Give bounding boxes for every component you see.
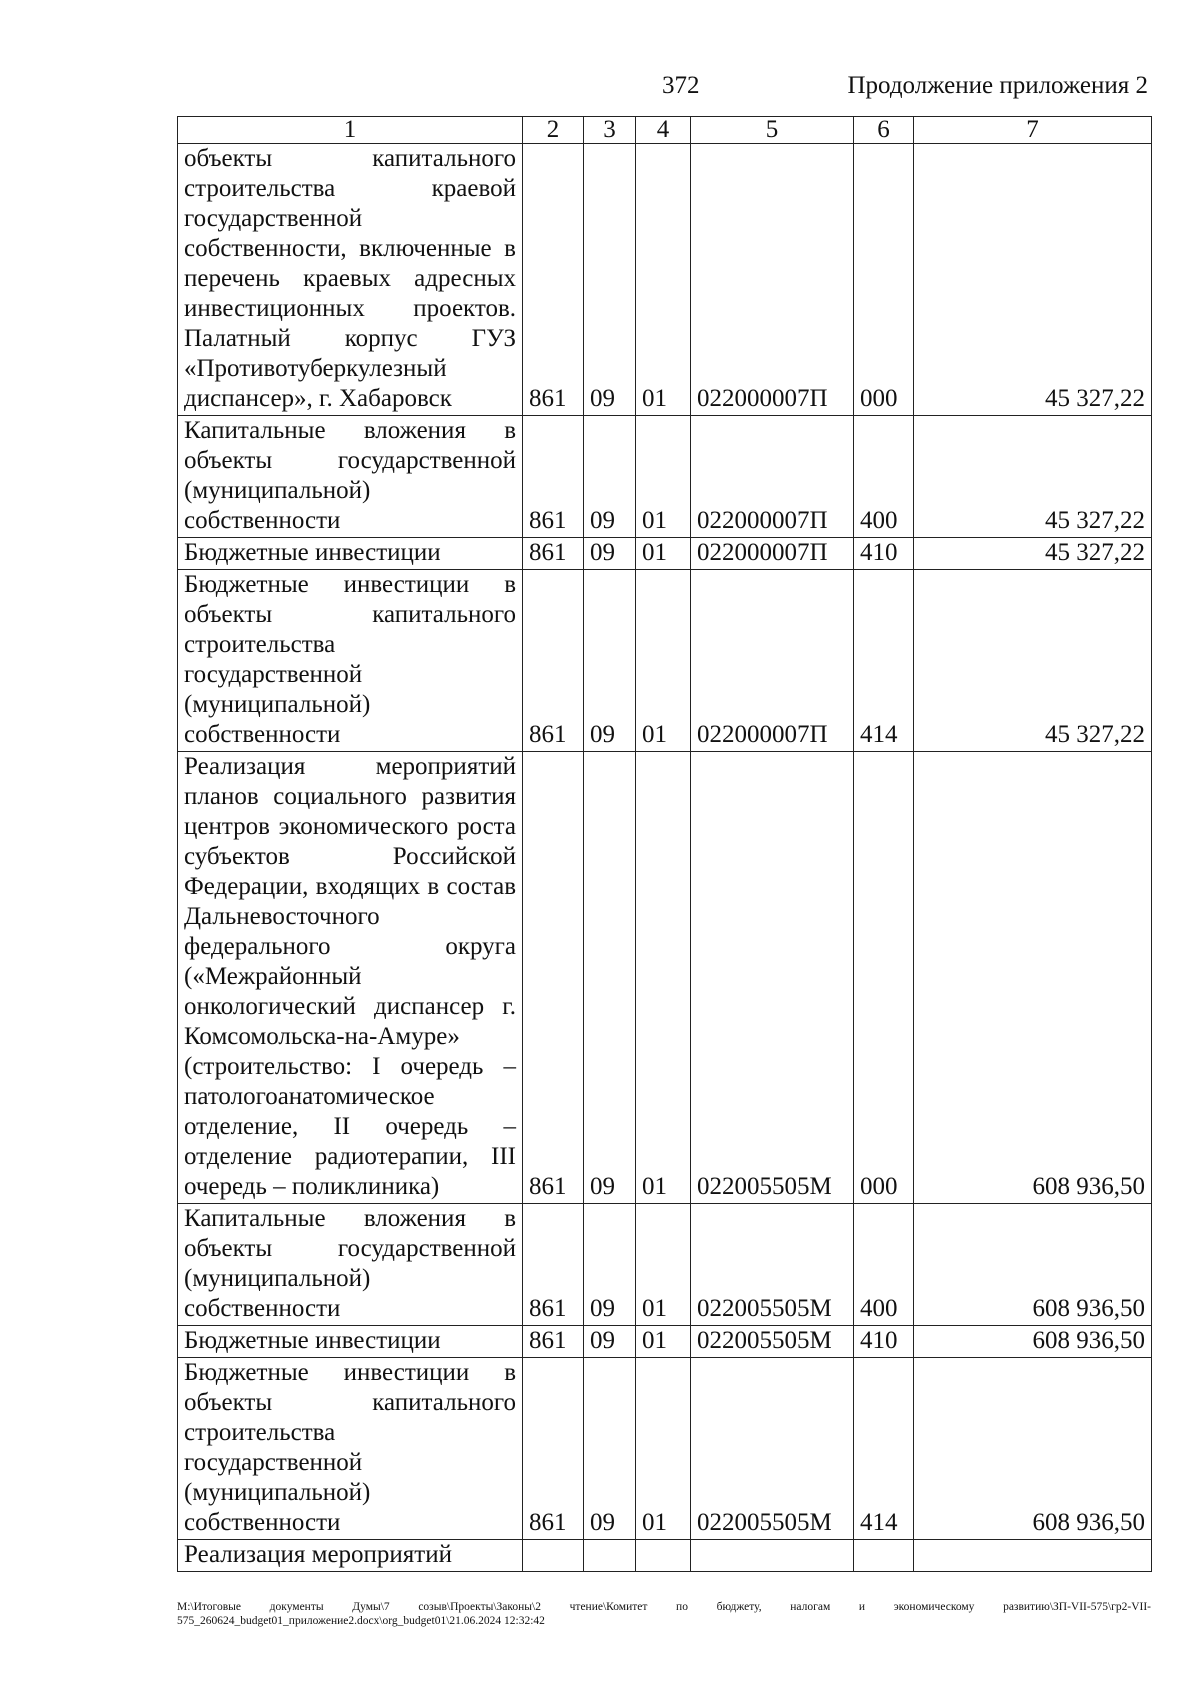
row-col-2: 861 [523, 538, 584, 570]
row-col-5: 022000007П [691, 144, 854, 416]
row-col-5: 022005505М [691, 1326, 854, 1358]
row-col-7: 45 327,22 [914, 570, 1152, 752]
column-header-2: 2 [523, 117, 584, 144]
table-row [178, 752, 1152, 1204]
row-col-4: 01 [636, 416, 691, 538]
row-col-5: 022005505М [691, 752, 854, 1204]
row-col-7: 608 936,50 [914, 1358, 1152, 1540]
row-col-3: 09 [584, 1358, 636, 1540]
row-col-7: 45 327,22 [914, 416, 1152, 538]
row-col-4: 01 [636, 1358, 691, 1540]
column-header-6: 6 [854, 117, 914, 144]
row-col-6: 414 [854, 570, 914, 752]
row-col-3: 09 [584, 1204, 636, 1326]
table-row [178, 416, 1152, 538]
row-name: Бюджетные инвестиции в объекты капитального строительства государственной (муниципальной) собственности [178, 570, 523, 752]
row-col-7 [914, 1540, 1152, 1572]
row-name: Бюджетные инвестиции [178, 1326, 523, 1358]
row-col-4: 01 [636, 570, 691, 752]
row-name: Бюджетные инвестиции в объекты капитального строительства государственной (муниципальной) собственности [178, 1358, 523, 1540]
row-col-7: 608 936,50 [914, 1326, 1152, 1358]
row-name: объекты капитального строительства краевой государственной собственности, включенные в перечень краевых адресных инвестиционных проектов. Палатный корпус ГУЗ «Противотуберкулезный диспансер», г. Хабаровск [178, 144, 523, 416]
row-col-5: 022000007П [691, 538, 854, 570]
row-col-2 [523, 1540, 584, 1572]
table-row [178, 1358, 1152, 1540]
table-row [178, 1204, 1152, 1326]
row-col-6: 400 [854, 416, 914, 538]
row-col-3: 09 [584, 538, 636, 570]
row-col-4 [636, 1540, 691, 1572]
table-row [178, 538, 1152, 570]
budget-table [177, 116, 1152, 1572]
row-col-2: 861 [523, 752, 584, 1204]
row-col-2: 861 [523, 1326, 584, 1358]
row-col-6: 414 [854, 1358, 914, 1540]
row-name: Капитальные вложения в объекты государственной (муниципальной) собственности [178, 1204, 523, 1326]
row-col-4: 01 [636, 144, 691, 416]
row-col-3: 09 [584, 1326, 636, 1358]
row-col-5: 022000007П [691, 416, 854, 538]
row-col-3 [584, 1540, 636, 1572]
table-row [178, 1326, 1152, 1358]
row-name: Реализация мероприятий планов социального развития центров экономического роста субъектов Российской Федерации, входящих в состав Дальневосточного федерального округа («Межрайонный онкологический диспансер г. Комсомольска-на-Амуре» (строительство: I очередь – патологоанатомическое отделение, II очередь – отделение радиотерапии, III очередь – поликлиника) [178, 752, 523, 1204]
row-col-3: 09 [584, 416, 636, 538]
row-col-5: 022005505М [691, 1204, 854, 1326]
column-header-5: 5 [691, 117, 854, 144]
row-col-2: 861 [523, 416, 584, 538]
footer-file-path: М:\Итоговые документы Думы\7 созыв\Проекты\Законы\2 чтение\Комитет по бюджету, налогам и экономическому развитию\ЗП-VII-575\гр2-VII-575_260624_budget01_приложение2.docx\org_budget01\21.06.2024 12:32:42 [177, 1601, 1151, 1627]
row-col-4: 01 [636, 1204, 691, 1326]
row-col-4: 01 [636, 1326, 691, 1358]
row-col-7: 45 327,22 [914, 144, 1152, 416]
row-col-4: 01 [636, 538, 691, 570]
page-number: 372 [662, 72, 700, 99]
row-col-2: 861 [523, 570, 584, 752]
row-col-6: 410 [854, 1326, 914, 1358]
table-row [178, 144, 1152, 416]
continuation-label: Продолжение приложения 2 [847, 72, 1148, 99]
row-col-2: 861 [523, 1204, 584, 1326]
table-row [178, 570, 1152, 752]
row-col-5: 022005505М [691, 1358, 854, 1540]
row-col-3: 09 [584, 570, 636, 752]
row-col-6: 000 [854, 752, 914, 1204]
row-col-7: 608 936,50 [914, 752, 1152, 1204]
row-name: Реализация мероприятий [178, 1540, 523, 1572]
row-col-7: 45 327,22 [914, 538, 1152, 570]
table-row [178, 1540, 1152, 1572]
row-name: Капитальные вложения в объекты государственной (муниципальной) собственности [178, 416, 523, 538]
row-col-6: 410 [854, 538, 914, 570]
row-col-6: 000 [854, 144, 914, 416]
row-col-3: 09 [584, 144, 636, 416]
row-col-3: 09 [584, 752, 636, 1204]
column-header-1: 1 [178, 117, 523, 144]
column-header-7: 7 [914, 117, 1152, 144]
header-row [178, 117, 1152, 144]
row-col-6 [854, 1540, 914, 1572]
row-col-4: 01 [636, 752, 691, 1204]
column-header-4: 4 [636, 117, 691, 144]
column-header-3: 3 [584, 117, 636, 144]
row-name: Бюджетные инвестиции [178, 538, 523, 570]
row-col-6: 400 [854, 1204, 914, 1326]
row-col-2: 861 [523, 1358, 584, 1540]
row-col-5: 022000007П [691, 570, 854, 752]
row-col-2: 861 [523, 144, 584, 416]
row-col-7: 608 936,50 [914, 1204, 1152, 1326]
row-col-5 [691, 1540, 854, 1572]
